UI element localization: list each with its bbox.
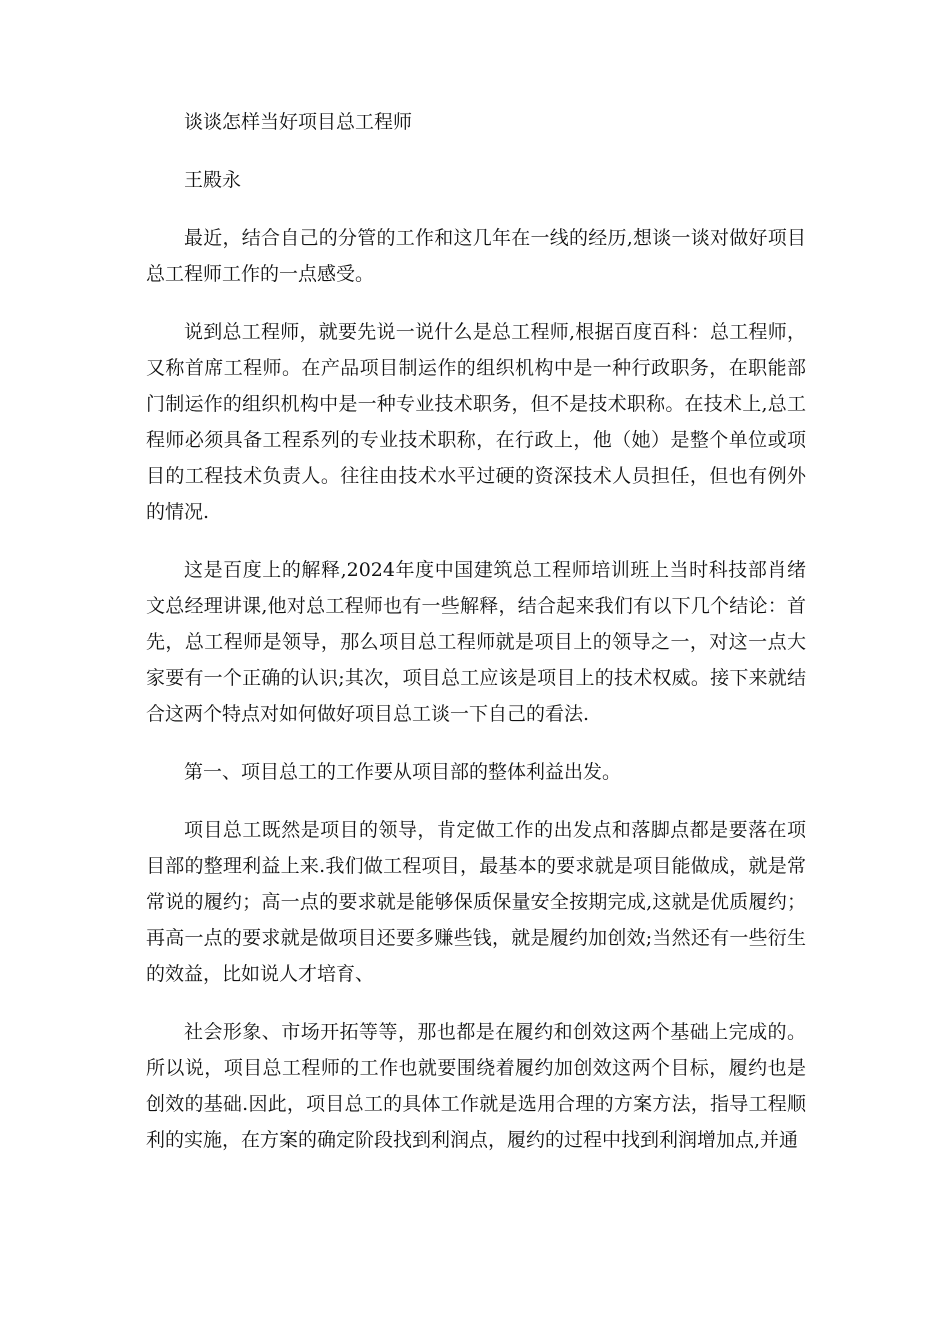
paragraph-1: 最近，结合自己的分管的工作和这几年在一线的经历,想谈一谈对做好项目总工程师工作的一点感受。 xyxy=(146,227,806,285)
paragraph-3: 这是百度上的解释,2024年度中国建筑总工程师培训班上当时科技部肖绪文总经理讲课,他对总工程师也有一些解释，结合起来我们有以下几个结论：首先，总工程师是领导，那么项目总工程师就是项目上的领导之一，对这一点大家要有一个正确的认识;其次，项目总工应该是项目上的技术权威。接下来就结合这两个特点对如何做好项目总工谈一下自己的看法. xyxy=(146,559,806,725)
paragraph-5: 社会形象、市场开拓等等，那也都是在履约和创效这两个基础上完成的。所以说，项目总工程师的工作也就要围绕着履约加创效这两个目标，履约也是创效的基础.因此，项目总工的具体工作就是选用合理的方案方法，指导工程顺利的实施，在方案的确定阶段找到利润点，履约的过程中找到利润增加点,并通 xyxy=(146,1021,806,1151)
document-title: 谈谈怎样当好项目总工程师 xyxy=(184,111,413,133)
section-heading-1: 第一、项目总工的工作要从项目部的整体利益出发。 xyxy=(184,761,622,783)
document-author: 王殿永 xyxy=(184,169,242,191)
paragraph-2: 说到总工程师，就要先说一说什么是总工程师,根据百度百科：总工程师，又称首席工程师。在产品项目制运作的组织机构中是一种行政职务，在职能部门制运作的组织机构中是一种专业技术职务，但不是技术职称。在技术上,总工程师必须具备工程系列的专业技术职称，在行政上，他（她）是整个单位或项目的工程技术负责人。往往由技术水平过硬的资深技术人员担任，但也有例外的情况. xyxy=(146,321,806,523)
document-page xyxy=(146,104,806,1180)
paragraph-4: 项目总工既然是项目的领导，肯定做工作的出发点和落脚点都是要落在项目部的整理利益上来.我们做工程项目，最基本的要求就是项目能做成，就是常常说的履约；高一点的要求就是能够保质保量安全按期完成,这就是优质履约；再高一点的要求就是做项目还要多赚些钱，就是履约加创效;当然还有一些衍生的效益，比如说人才培育、 xyxy=(146,819,806,985)
